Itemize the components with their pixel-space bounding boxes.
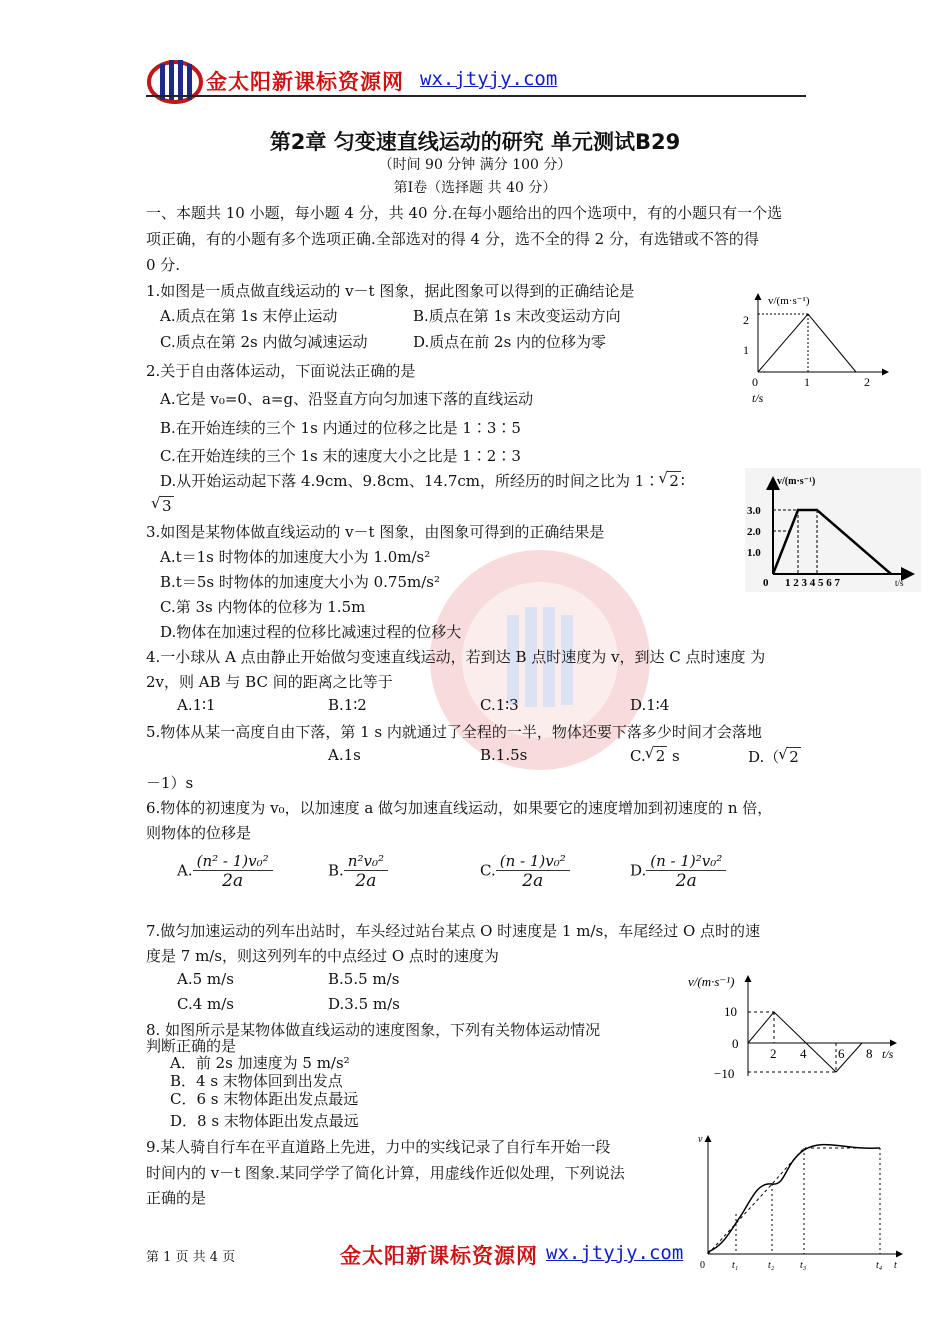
intro-line: 0 分. [146, 256, 181, 274]
q2-option-d-text: D.从开始运动起下落 4.9cm、9.8cm、14.7cm，所经历的时间之比为 1∶ [160, 472, 660, 490]
intro-line: 一、本题共 10 小题，每小题 4 分，共 40 分.在每小题给出的四个选项中，有的小题只有一个选 [146, 204, 783, 222]
q4-option-a: A.1∶1 [177, 696, 216, 714]
q9-vt-graph [694, 1128, 908, 1274]
q8-tick: 0 [732, 1036, 739, 1051]
intro-line: 项正确，有的小题有多个选项正确.全部选对的得 4 分，选不全的得 2 分，有选错或不答的得 [146, 230, 759, 248]
q8-tick: 10 [724, 1004, 737, 1019]
q3-vt-graph [745, 468, 921, 592]
q5-option-d-cont: －1）s [146, 774, 194, 792]
q8-line [748, 1012, 862, 1072]
q7-option-d: D.3.5 m/s [328, 995, 400, 1013]
q6-c-label: C. [480, 861, 496, 880]
q1-tick: 2 [743, 313, 749, 327]
q9-tick: t₃ [800, 1260, 807, 1271]
q6-b-numerator: n²v₀² [344, 852, 388, 871]
q3-option-d: D.物体在加速过程的位移比减速过程的位移大 [160, 623, 462, 641]
header-rule [146, 95, 806, 97]
q5-option-c [630, 746, 680, 765]
q6-c-denominator: 2a [522, 871, 544, 891]
q2-option-b: B.在开始连续的三个 1s 内通过的位移之比是 1∶3∶5 [160, 419, 521, 437]
q6-option-c [480, 852, 570, 891]
q4-stem-cont: 2v，则 AB 与 BC 间的距离之比等于 [146, 673, 393, 691]
header-brand: 金太阳新课标资源网 [206, 70, 404, 94]
q8-vt-graph [686, 970, 906, 1090]
q6-b-fraction [344, 852, 388, 891]
q9-stem: 9.某人骑自行车在平直道路上先进，力中的实线记录了自行车开始一段 [146, 1138, 611, 1156]
q5-option-a: A.1s [328, 746, 361, 764]
q5-stem: 5.物体从某一高度自由下落，第 1 s 内就通过了全程的一半，物体还要下落多少时间才会落地 [146, 723, 762, 741]
q6-a-numerator: (n² - 1)v₀² [193, 852, 273, 871]
page-number: 第 1 页 共 4 页 [146, 1250, 236, 1265]
q9-solid-curve [708, 1145, 880, 1252]
section-heading: 第Ⅰ卷（选择题 共 40 分） [393, 180, 557, 196]
q2-sqrt3: √ 3 [160, 496, 174, 515]
q5-option-b: B.1.5s [480, 746, 528, 764]
page-title: 第2章 匀变速直线运动的研究 单元测试B29 [269, 130, 681, 154]
footer-url-link[interactable]: wx.jtyjy.com [546, 1242, 684, 1264]
q1-line [758, 314, 856, 372]
q5-c-sqrt: √ 2 [654, 746, 668, 765]
q9-ylabel: v [698, 1134, 703, 1145]
q3-tick: 0 [763, 577, 769, 589]
q8-option-b: B．4 s 末物体回到出发点 [170, 1072, 343, 1090]
q1-option-b: B.质点在第 1s 末改变运动方向 [413, 307, 621, 325]
q5-d-label: D.（ [748, 748, 780, 766]
q2-option-d [160, 470, 685, 491]
q3-option-a: A.t＝1s 时物体的加速度大小为 1.0m/s² [160, 548, 431, 566]
q6-d-numerator: (n - 1)²v₀² [646, 852, 726, 871]
q7-stem: 7.做匀加速运动的列车出站时，车头经过站台某点 O 时速度是 1 m/s，车尾经过 O 点时的速 [146, 922, 761, 940]
q8-tick: −10 [714, 1066, 735, 1081]
q3-tick: 3.0 [747, 505, 761, 517]
q1-vt-graph [738, 286, 898, 406]
q2-option-a: A.它是 v₀=0、a=g、沿竖直方向匀加速下落的直线运动 [160, 390, 534, 408]
q9-tick: t₂ [768, 1260, 775, 1271]
q9-stem-cont: 时间内的 v－t 图象.某同学学了简化计算，用虚线作近似处理，下列说法 [146, 1164, 625, 1182]
q8-xlabel: t/s [882, 1047, 894, 1061]
q6-option-d [630, 852, 726, 891]
q6-a-fraction [193, 852, 273, 891]
q1-ylabel: v/(m·s⁻¹) [768, 295, 810, 307]
q8-option-c: C．6 s 末物体距出发点最远 [170, 1090, 359, 1108]
q7-option-a: A.5 m/s [177, 970, 234, 988]
q9-tick: 0 [700, 1260, 705, 1271]
q6-d-label: D. [630, 861, 647, 880]
q3-ticks: 1 2 3 4 5 6 7 [785, 577, 840, 589]
q4-option-d: D.1∶4 [630, 696, 670, 714]
q8-stem-cont: 判断正确的是 [146, 1037, 237, 1055]
q1-option-a: A.质点在第 1s 末停止运动 [160, 307, 338, 325]
q6-b-denominator: 2a [355, 871, 377, 891]
q6-stem-cont: 则物体的位移是 [146, 824, 252, 842]
q6-a-label: A. [177, 861, 193, 880]
q2-option-d-cont [152, 496, 174, 515]
q6-option-b [328, 852, 388, 891]
q1-option-c: C.质点在第 2s 内做匀减速运动 [160, 333, 368, 351]
q3-tick: 1.0 [747, 547, 761, 559]
q5-option-d [748, 746, 801, 767]
q5-c-unit: s [667, 747, 680, 765]
q9-tick: t₁ [732, 1260, 739, 1271]
q7-option-c: C.4 m/s [177, 995, 234, 1013]
q1-tick: 2 [864, 375, 870, 389]
q1-option-d: D.质点在前 2s 内的位移为零 [413, 333, 607, 351]
q6-stem: 6.物体的初速度为 v₀，以加速度 a 做匀加速直线运动，如果要它的速度增加到初速度的 n 倍， [146, 799, 773, 817]
q3-option-c: C.第 3s 内物体的位移为 1.5m [160, 598, 366, 616]
q8-tick: 2 [770, 1046, 777, 1061]
q4-option-b: B.1∶2 [328, 696, 367, 714]
q9-stem-cont: 正确的是 [146, 1189, 207, 1207]
q8-option-d: D．8 s 末物体距出发点最远 [170, 1112, 359, 1130]
q8-option-a: A．前 2s 加速度为 5 m/s² [170, 1054, 350, 1072]
q8-tick: 8 [866, 1046, 873, 1061]
q3-xlabel: t/s [895, 578, 904, 588]
q2-option-c: C.在开始连续的三个 1s 末的速度大小之比是 1∶2∶3 [160, 447, 521, 465]
q7-option-b: B.5.5 m/s [328, 970, 400, 988]
page-subtitle: （时间 90 分钟 满分 100 分） [378, 157, 572, 173]
q5-c-label: C. [630, 747, 646, 765]
footer-brand: 金太阳新课标资源网 [340, 1244, 538, 1268]
q6-d-fraction [646, 852, 726, 891]
q1-tick: 1 [804, 375, 810, 389]
q6-c-fraction [496, 852, 570, 891]
q1-tick: 1 [743, 343, 749, 357]
q8-ylabel: v/(m·s⁻¹) [688, 974, 735, 989]
q9-xlabel: t [894, 1260, 897, 1271]
q5-d-sqrt: √ 2 [787, 747, 801, 766]
header-url-link[interactable]: wx.jtyjy.com [420, 68, 558, 90]
q1-stem: 1.如图是一质点做直线运动的 v－t 图象，据此图象可以得到的正确结论是 [146, 282, 635, 300]
q6-a-denominator: 2a [222, 871, 244, 891]
q6-option-a [177, 852, 273, 891]
q6-d-denominator: 2a [675, 871, 697, 891]
q3-ylabel: v/(m·s⁻¹) [777, 476, 816, 487]
q3-tick: 2.0 [747, 526, 761, 538]
q6-b-label: B. [328, 861, 344, 880]
q3-option-b: B.t＝5s 时物体的加速度大小为 0.75m/s² [160, 573, 440, 591]
q2-stem: 2.关于自由落体运动，下面说法正确的是 [146, 362, 416, 380]
q6-c-numerator: (n - 1)v₀² [496, 852, 570, 871]
q9-tick: t₄ [876, 1260, 883, 1271]
q2-sqrt2: √ 2 [667, 471, 681, 490]
q1-tick: 0 [752, 375, 758, 389]
q4-stem: 4.一小球从 A 点由静止开始做匀变速直线运动，若到达 B 点时速度为 v，到达 C 点时速度 为 [146, 648, 766, 666]
q3-stem: 3.如图是某物体做直线运动的 v－t 图象，由图象可得到的正确结果是 [146, 523, 605, 541]
q7-stem-cont: 度是 7 m/s，则这列列车的中点经过 O 点时的速度为 [146, 947, 499, 965]
q8-tick: 4 [800, 1046, 807, 1061]
q9-dashed-approx [708, 1148, 880, 1254]
q4-option-c: C.1∶3 [480, 696, 519, 714]
q1-xlabel: t/s [752, 391, 764, 405]
q8-tick: 6 [838, 1046, 845, 1061]
q8-stem: 8. 如图所示是某物体做直线运动的速度图象，下列有关物体运动情况 [146, 1021, 601, 1039]
q2-colon: ∶ [680, 472, 685, 490]
